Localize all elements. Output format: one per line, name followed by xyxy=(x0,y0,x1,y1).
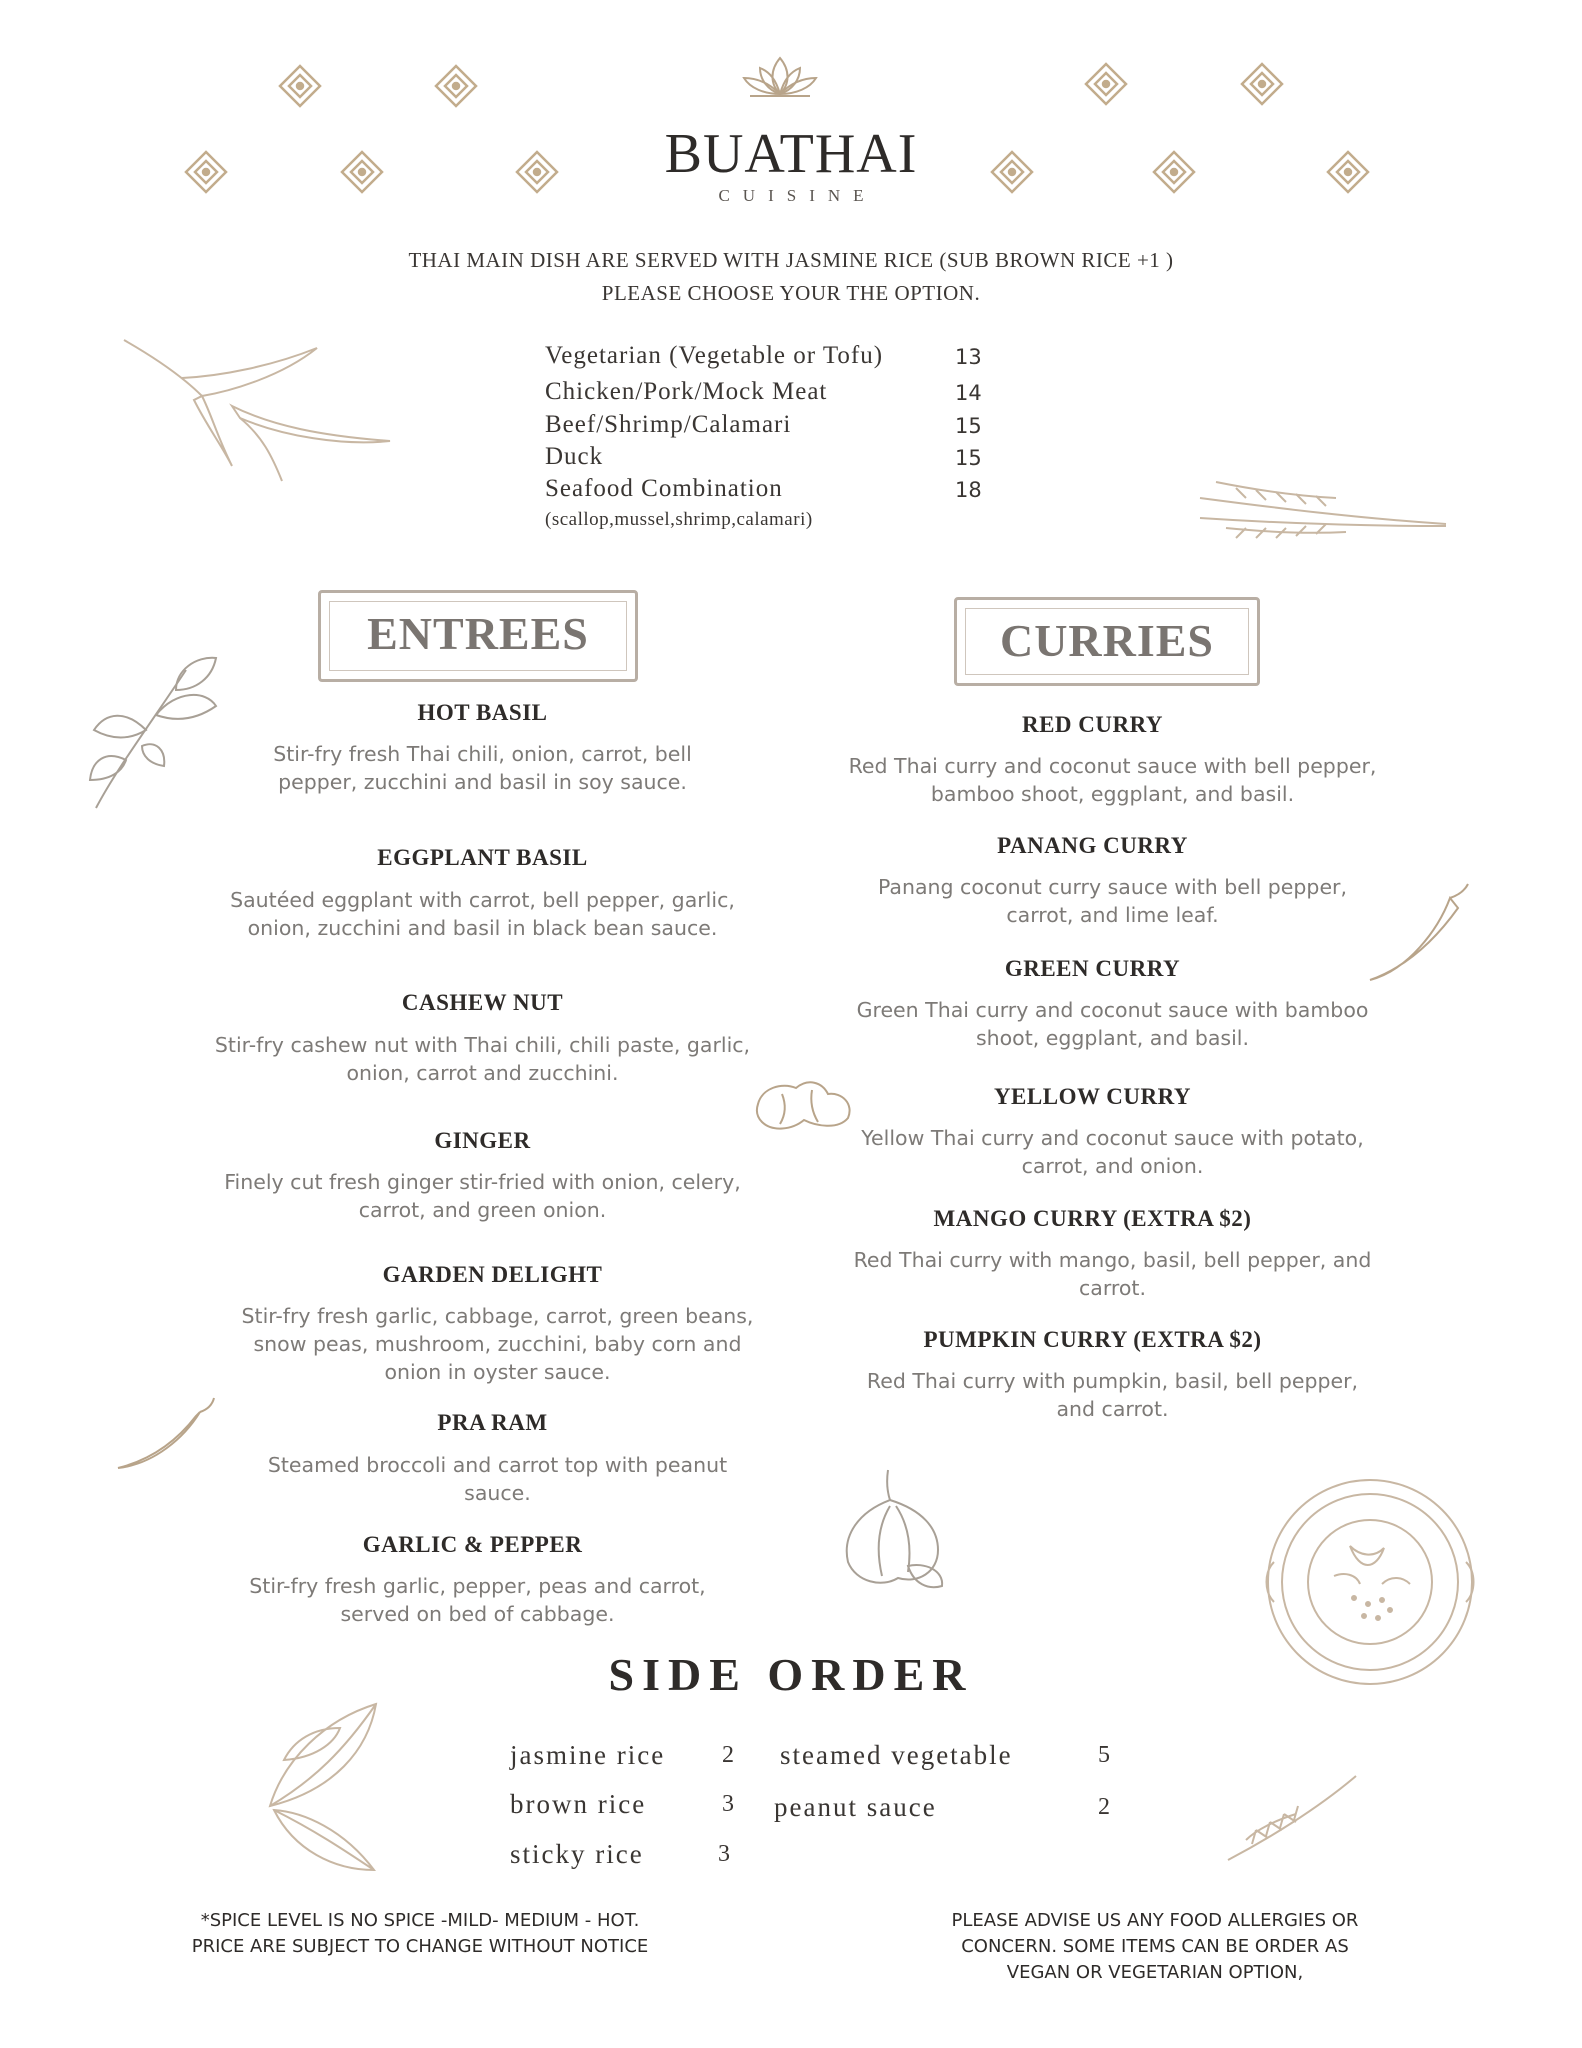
dish-title: PRA RAM xyxy=(437,1410,548,1435)
dish-desc: Red Thai curry with mango, basil, bell pepper, and carrot. xyxy=(853,1248,1372,1300)
side-item-price: 2 xyxy=(722,1742,736,1768)
footer-line: CONCERN. SOME ITEMS CAN BE ORDER AS xyxy=(961,1936,1349,1957)
curries-heading: CURRIES xyxy=(999,615,1215,666)
footer-line: PRICE ARE SUBJECT TO CHANGE WITHOUT NOTICE xyxy=(191,1936,649,1957)
dish-desc: Red Thai curry with pumpkin, basil, bell pepper, and carrot. xyxy=(866,1369,1359,1421)
option-name: Vegetarian (Vegetable or Tofu) xyxy=(545,342,884,369)
option-price: 14 xyxy=(955,381,982,405)
side-item-name: sticky rice xyxy=(510,1839,644,1869)
side-item-price: 3 xyxy=(718,1841,732,1867)
footer-line: PLEASE ADVISE US ANY FOOD ALLERGIES OR xyxy=(951,1910,1359,1931)
chili-icon xyxy=(1368,880,1478,990)
diamond-ornament-icon xyxy=(434,64,478,108)
dish-title: YELLOW CURRY xyxy=(993,1084,1192,1109)
bay-leaf-icon xyxy=(264,1700,384,1872)
dish-title: EGGPLANT BASIL xyxy=(377,845,588,870)
wheat-icon xyxy=(1226,1770,1360,1866)
wheat-icon xyxy=(1196,468,1448,548)
option-price: 13 xyxy=(955,345,982,369)
brand-title: BUATHAI xyxy=(664,123,918,185)
option-price: 15 xyxy=(955,446,982,470)
diamond-ornament-icon xyxy=(1084,62,1128,106)
dish-title: GINGER xyxy=(434,1128,531,1153)
side-item-name: steamed vegetable xyxy=(780,1740,1013,1770)
dish-desc: Yellow Thai curry and coconut sauce with potato, carrot, and onion. xyxy=(861,1126,1364,1178)
dish-desc: Stir-fry cashew nut with Thai chili, chili paste, garlic, onion, carrot and zucchini. xyxy=(214,1033,751,1085)
dish-title: GARDEN DELIGHT xyxy=(382,1262,603,1287)
dish-desc: Steamed broccoli and carrot top with peanut sauce. xyxy=(267,1453,728,1505)
dish-title: RED CURRY xyxy=(1021,712,1164,737)
chili-icon xyxy=(114,1394,224,1474)
dish-title: HOT BASIL xyxy=(417,700,548,725)
side-item-name: jasmine rice xyxy=(510,1740,666,1770)
option-name: Duck xyxy=(545,443,604,470)
seafood-note: (scallop,mussel,shrimp,calamari) xyxy=(545,509,813,530)
dish-desc: Panang coconut curry sauce with bell pepper, carrot, and lime leaf. xyxy=(877,875,1348,927)
dish-title: CASHEW NUT xyxy=(401,990,564,1015)
side-item-price: 5 xyxy=(1098,1742,1112,1768)
footer-spice-note xyxy=(120,1908,720,1960)
side-item-price: 3 xyxy=(722,1791,736,1817)
footer-allergy-note xyxy=(905,1908,1405,1986)
diamond-ornament-icon xyxy=(278,64,322,108)
footer-line: *SPICE LEVEL IS NO SPICE -MILD- MEDIUM - HOT. xyxy=(200,1910,640,1931)
dish-desc: Finely cut fresh ginger stir-fried with onion, celery, carrot, and green onion. xyxy=(224,1170,741,1222)
brand-subtitle: CUISINE xyxy=(718,186,877,205)
dish-title: MANGO CURRY (EXTRA $2) xyxy=(933,1206,1252,1231)
dish-desc: Stir-fry fresh garlic, cabbage, carrot, green beans, snow peas, mushroom, zucchini, baby corn and onion in oyster sauce. xyxy=(241,1304,754,1384)
dish-title: GARLIC & PEPPER xyxy=(362,1532,583,1557)
side-item-price: 2 xyxy=(1098,1794,1112,1820)
dish-desc: Stir-fry fresh garlic, pepper, peas and carrot, served on bed of cabbage. xyxy=(249,1574,706,1626)
chili-icon xyxy=(122,336,392,486)
side-item-name: peanut sauce xyxy=(774,1792,937,1822)
dish-desc: Stir-fry fresh Thai chili, onion, carrot, bell pepper, zucchini and basil in soy sauce. xyxy=(273,742,692,794)
footer-line: VEGAN OR VEGETARIAN OPTION, xyxy=(1006,1962,1304,1983)
option-name: Seafood Combination xyxy=(545,475,783,502)
side-order-heading: SIDE ORDER xyxy=(608,1649,974,1700)
option-name: Chicken/Pork/Mock Meat xyxy=(545,378,828,405)
dish-title: PUMPKIN CURRY (EXTRA $2) xyxy=(923,1327,1262,1352)
garlic-icon xyxy=(838,1466,948,1592)
entrees-frame xyxy=(318,590,638,682)
option-price: 15 xyxy=(955,414,982,438)
intro-choose-option: PLEASE CHOOSE YOUR THE OPTION. xyxy=(601,281,981,305)
option-name: Beef/Shrimp/Calamari xyxy=(545,411,792,438)
dish-title: PANANG CURRY xyxy=(997,833,1188,858)
lotus-icon xyxy=(740,54,820,100)
intro-rice-note: THAI MAIN DISH ARE SERVED WITH JASMINE RICE (SUB BROWN RICE +1 ) xyxy=(408,248,1174,272)
dish-desc: Green Thai curry and coconut sauce with bamboo shoot, eggplant, and basil. xyxy=(856,998,1369,1050)
option-price: 18 xyxy=(955,478,982,502)
dish-desc: Red Thai curry and coconut sauce with bell pepper, bamboo shoot, eggplant, and basil. xyxy=(848,754,1377,806)
side-item-name: brown rice xyxy=(510,1789,647,1819)
basil-icon xyxy=(86,650,226,810)
curries-frame xyxy=(954,597,1260,686)
dish-title: GREEN CURRY xyxy=(1004,956,1181,981)
dish-desc: Sautéed eggplant with carrot, bell pepper, garlic, onion, zucchini and basil in black bean sauce. xyxy=(230,888,735,940)
diamond-ornament-icon xyxy=(1240,62,1284,106)
entrees-heading: ENTREES xyxy=(367,608,589,659)
